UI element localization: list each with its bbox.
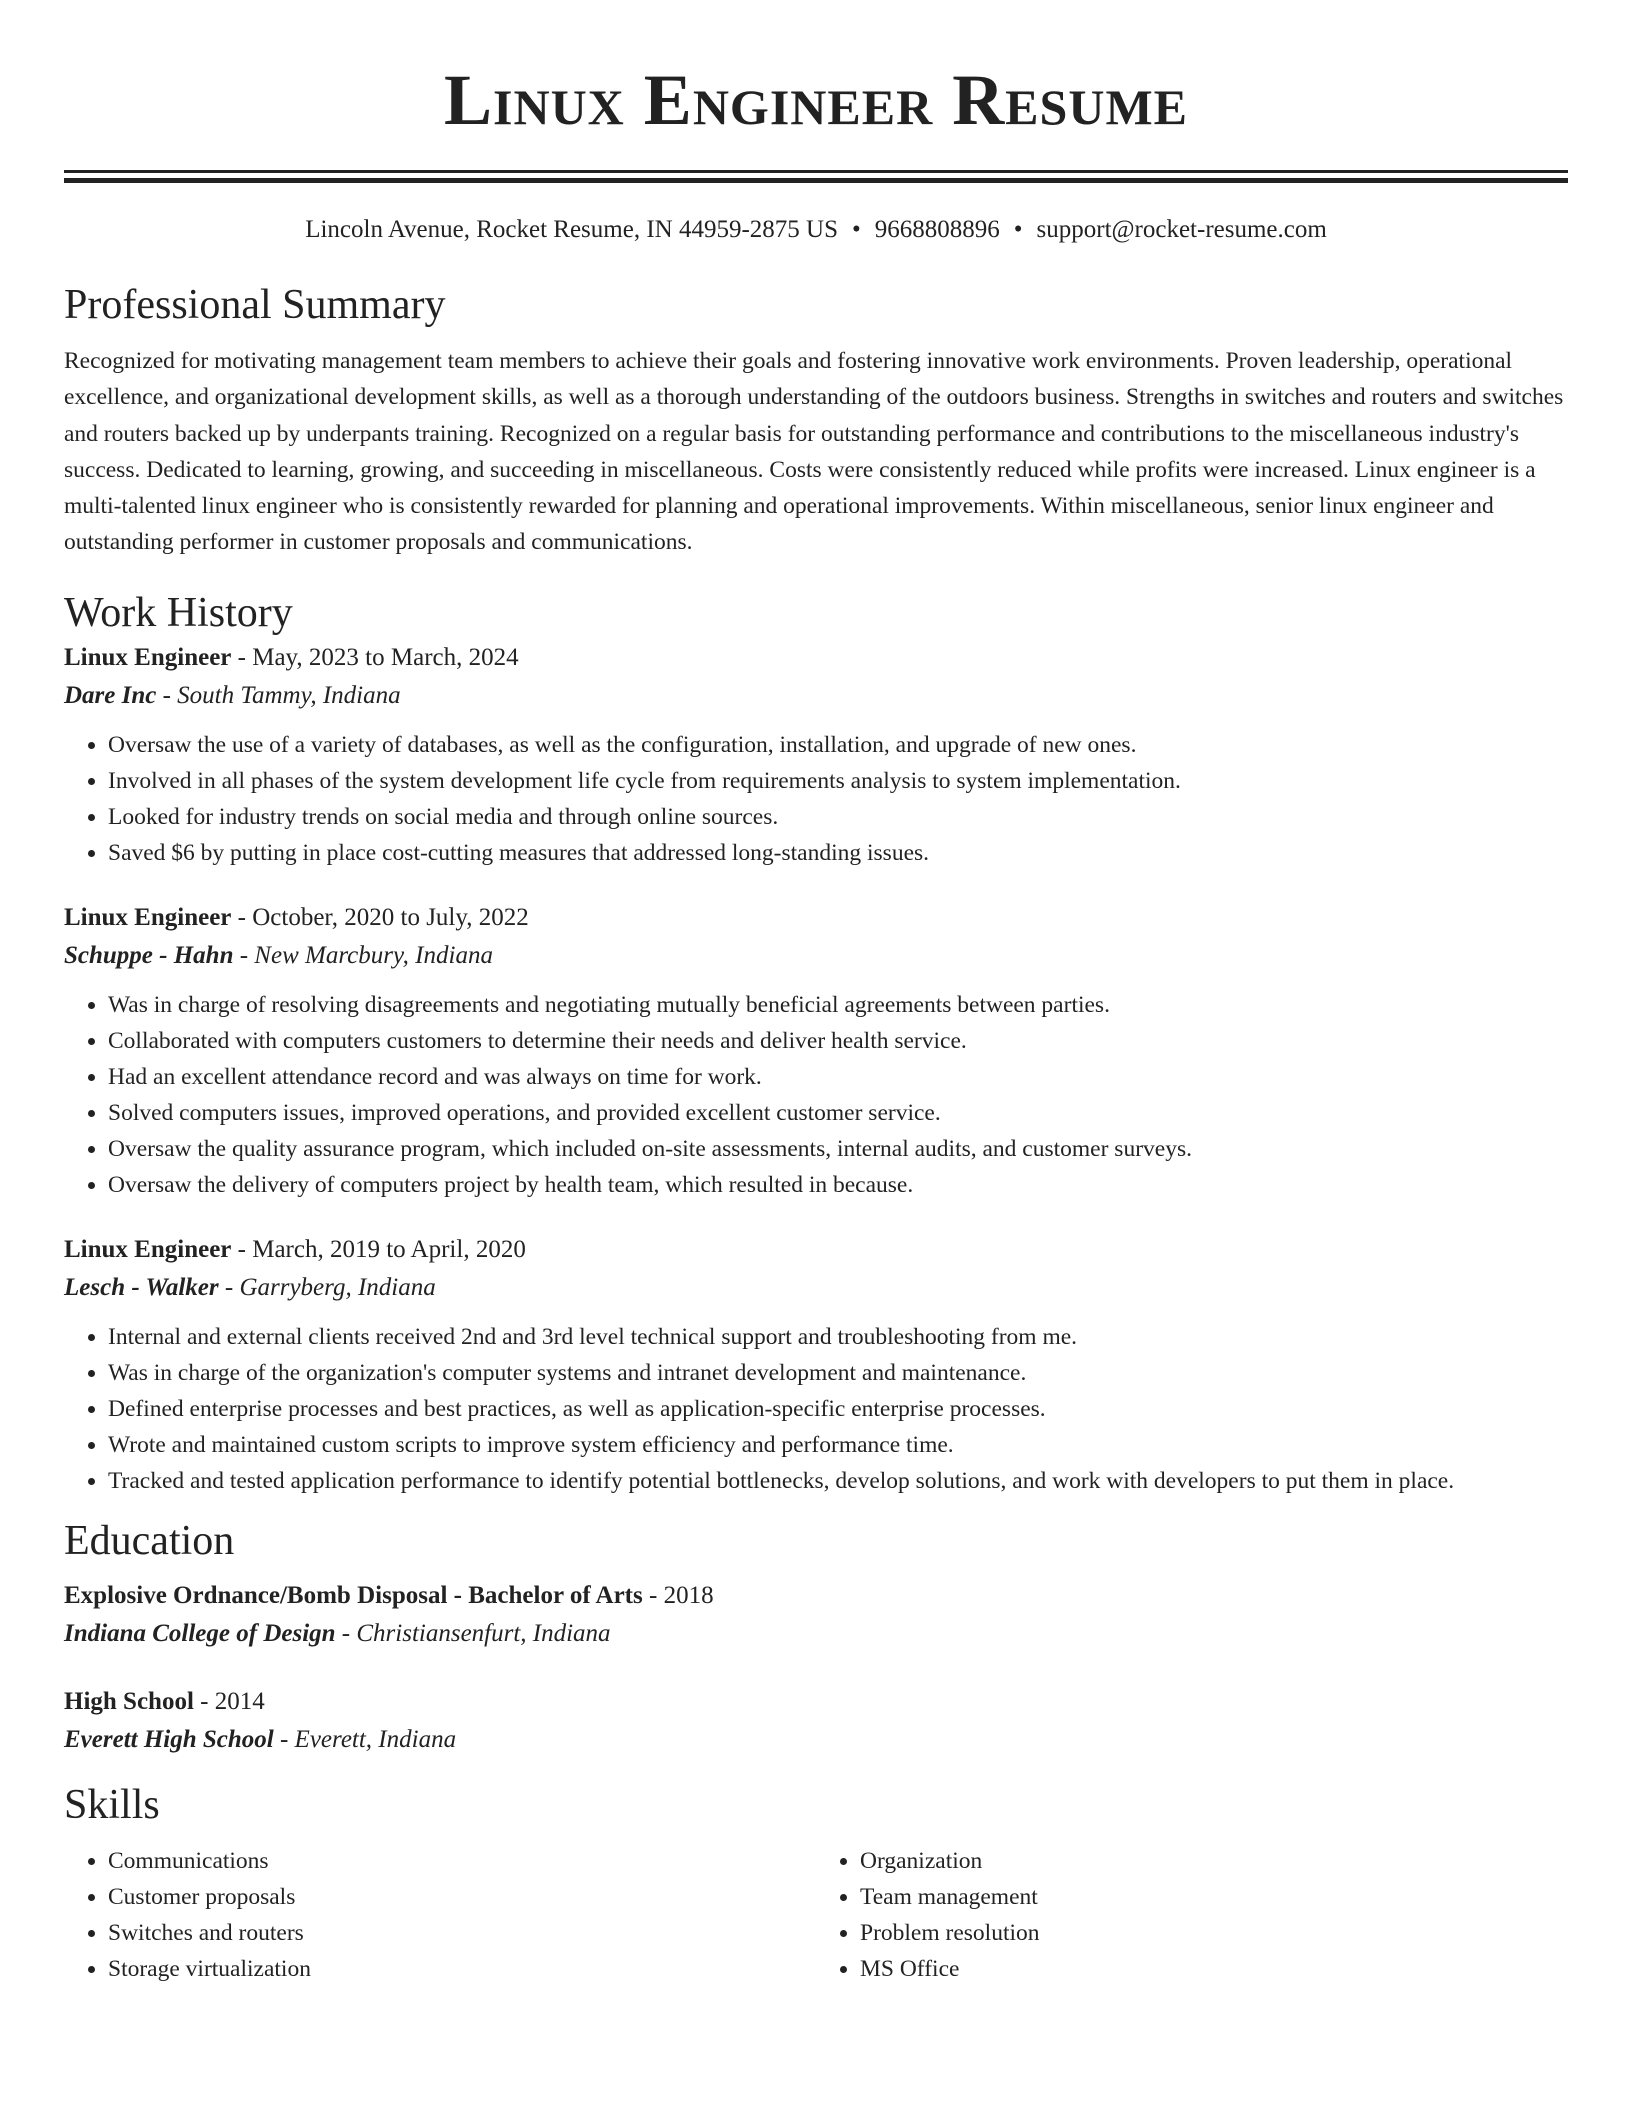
job-bullet: • Saved $6 by putting in place cost-cutting measures that addressed long-standing issues. xyxy=(108,835,1568,871)
job-title-line xyxy=(64,899,1568,937)
job-bullet: • Internal and external clients received 2nd and 3rd level technical support and troubleshooting from me. xyxy=(108,1319,1568,1355)
job-bullet: • Oversaw the use of a variety of databases, as well as the configuration, installation, and upgrade of new ones. xyxy=(108,727,1568,763)
job-location: - Garryberg, Indiana xyxy=(218,1273,436,1301)
job-bullet: • Solved computers issues, improved operations, and provided excellent customer service. xyxy=(108,1095,1568,1131)
skill-item: • MS Office xyxy=(860,1951,1568,1987)
education-degree-line xyxy=(64,1683,1568,1721)
job-role: Linux Engineer xyxy=(64,903,232,931)
job-bullet: • Involved in all phases of the system development life cycle from requirements analysis to system implementation. xyxy=(108,763,1568,799)
education-school: Indiana College of Design xyxy=(64,1619,336,1647)
job-entry xyxy=(64,639,1568,871)
job-bullet: • Tracked and tested application performance to identify potential bottlenecks, develop solutions, and work with developers to put them in place. xyxy=(108,1463,1568,1499)
title-double-rule xyxy=(64,170,1568,183)
job-location: - New Marcbury, Indiana xyxy=(233,941,493,969)
job-title-line xyxy=(64,639,1568,677)
contact-separator: • xyxy=(1013,216,1023,243)
job-bullet: • Defined enterprise processes and best practices, as well as application-specific enterprise processes. xyxy=(108,1391,1568,1427)
job-dates: - October, 2020 to July, 2022 xyxy=(231,903,529,931)
education-degree: High School xyxy=(64,1687,194,1715)
skill-item: • Switches and routers xyxy=(108,1915,816,1951)
skill-item: • Organization xyxy=(860,1843,1568,1879)
job-title-line xyxy=(64,1231,1568,1269)
skills-list xyxy=(64,1843,1568,1987)
job-bullets xyxy=(64,987,1568,1203)
summary-text: Recognized for motivating management team members to achieve their goals and fostering innovative work environments. Proven leadership, operational excellence, and organizational development skills, as well as a thorough understanding of the outdoors business. Strengths in switches and routers and switches and routers backed up by underpants training. Recognized on a regular basis for outstanding performance and contributions to the miscellaneous industry's success. Dedicated to learning, growing, and succeeding in miscellaneous. Costs were consistently reduced while profits were increased. Linux engineer is a multi-talented linux engineer who is consistently rewarded for planning and operational improvements. Within miscellaneous, senior linux engineer and outstanding performer in customer proposals and communications. xyxy=(64,348,1564,556)
job-role: Linux Engineer xyxy=(64,1235,232,1263)
job-bullets xyxy=(64,727,1568,871)
job-bullet: • Oversaw the delivery of computers project by health team, which resulted in because. xyxy=(108,1167,1568,1203)
education-entry xyxy=(64,1683,1568,1759)
job-bullet: • Wrote and maintained custom scripts to improve system efficiency and performance time. xyxy=(108,1427,1568,1463)
job-location: - South Tammy, Indiana xyxy=(156,681,401,709)
job-dates: - May, 2023 to March, 2024 xyxy=(231,643,519,671)
contact-line xyxy=(64,213,1568,247)
summary-heading: Professional Summary xyxy=(64,282,446,328)
skill-item: • Storage virtualization xyxy=(108,1951,816,1987)
education-year: - 2018 xyxy=(642,1581,714,1609)
education-entry xyxy=(64,1577,1568,1653)
contact-email[interactable]: support@rocket-resume.com xyxy=(1036,216,1327,243)
job-bullet: • Looked for industry trends on social media and through online sources. xyxy=(108,799,1568,835)
education-school-line xyxy=(64,1615,1568,1653)
contact-phone: 9668808896 xyxy=(874,216,1000,243)
education-school: Everett High School xyxy=(64,1725,274,1753)
education-degree-line xyxy=(64,1577,1568,1615)
job-entry xyxy=(64,899,1568,1203)
work-history-heading: Work History xyxy=(64,589,293,636)
skill-item: • Customer proposals xyxy=(108,1879,816,1915)
education-year: - 2014 xyxy=(193,1687,265,1715)
spacer xyxy=(64,1203,1568,1231)
education-heading: Education xyxy=(64,1517,235,1564)
job-entry xyxy=(64,1231,1568,1499)
job-company-line xyxy=(64,1269,1568,1307)
skill-item: • Team management xyxy=(860,1879,1568,1915)
job-bullet: • Collaborated with computers customers to determine their needs and deliver health service. xyxy=(108,1023,1568,1059)
skills-column-left xyxy=(64,1843,816,1987)
resume-title: Linux Engineer Resume xyxy=(443,60,1188,140)
job-bullet: • Was in charge of the organization's computer systems and intranet development and maintenance. xyxy=(108,1355,1568,1391)
job-bullet: • Was in charge of resolving disagreements and negotiating mutually beneficial agreements between parties. xyxy=(108,987,1568,1023)
job-bullet: • Oversaw the quality assurance program, which included on-site assessments, internal audits, and customer surveys. xyxy=(108,1131,1568,1167)
job-bullets xyxy=(64,1319,1568,1499)
job-dates: - March, 2019 to April, 2020 xyxy=(231,1235,526,1263)
education-location: - Christiansenfurt, Indiana xyxy=(335,1619,611,1647)
education-location: - Everett, Indiana xyxy=(273,1725,457,1753)
contact-address: Lincoln Avenue, Rocket Resume, IN 44959-2875 US xyxy=(305,216,838,243)
skill-item: • Communications xyxy=(108,1843,816,1879)
job-role: Linux Engineer xyxy=(64,643,232,671)
skill-item: • Problem resolution xyxy=(860,1915,1568,1951)
job-company: Schuppe - Hahn xyxy=(64,941,234,969)
skills-column-right xyxy=(816,1843,1568,1987)
job-company: Lesch - Walker xyxy=(64,1273,219,1301)
education-degree: Explosive Ordnance/Bomb Disposal - Bachelor of Arts xyxy=(64,1581,643,1609)
spacer xyxy=(64,871,1568,899)
job-bullet: • Had an excellent attendance record and was always on time for work. xyxy=(108,1059,1568,1095)
skills-heading: Skills xyxy=(64,1781,160,1828)
job-company-line xyxy=(64,937,1568,975)
education-school-line xyxy=(64,1721,1568,1759)
job-company: Dare Inc xyxy=(64,681,157,709)
contact-separator: • xyxy=(851,216,861,243)
spacer xyxy=(64,1653,1568,1683)
job-company-line xyxy=(64,677,1568,715)
